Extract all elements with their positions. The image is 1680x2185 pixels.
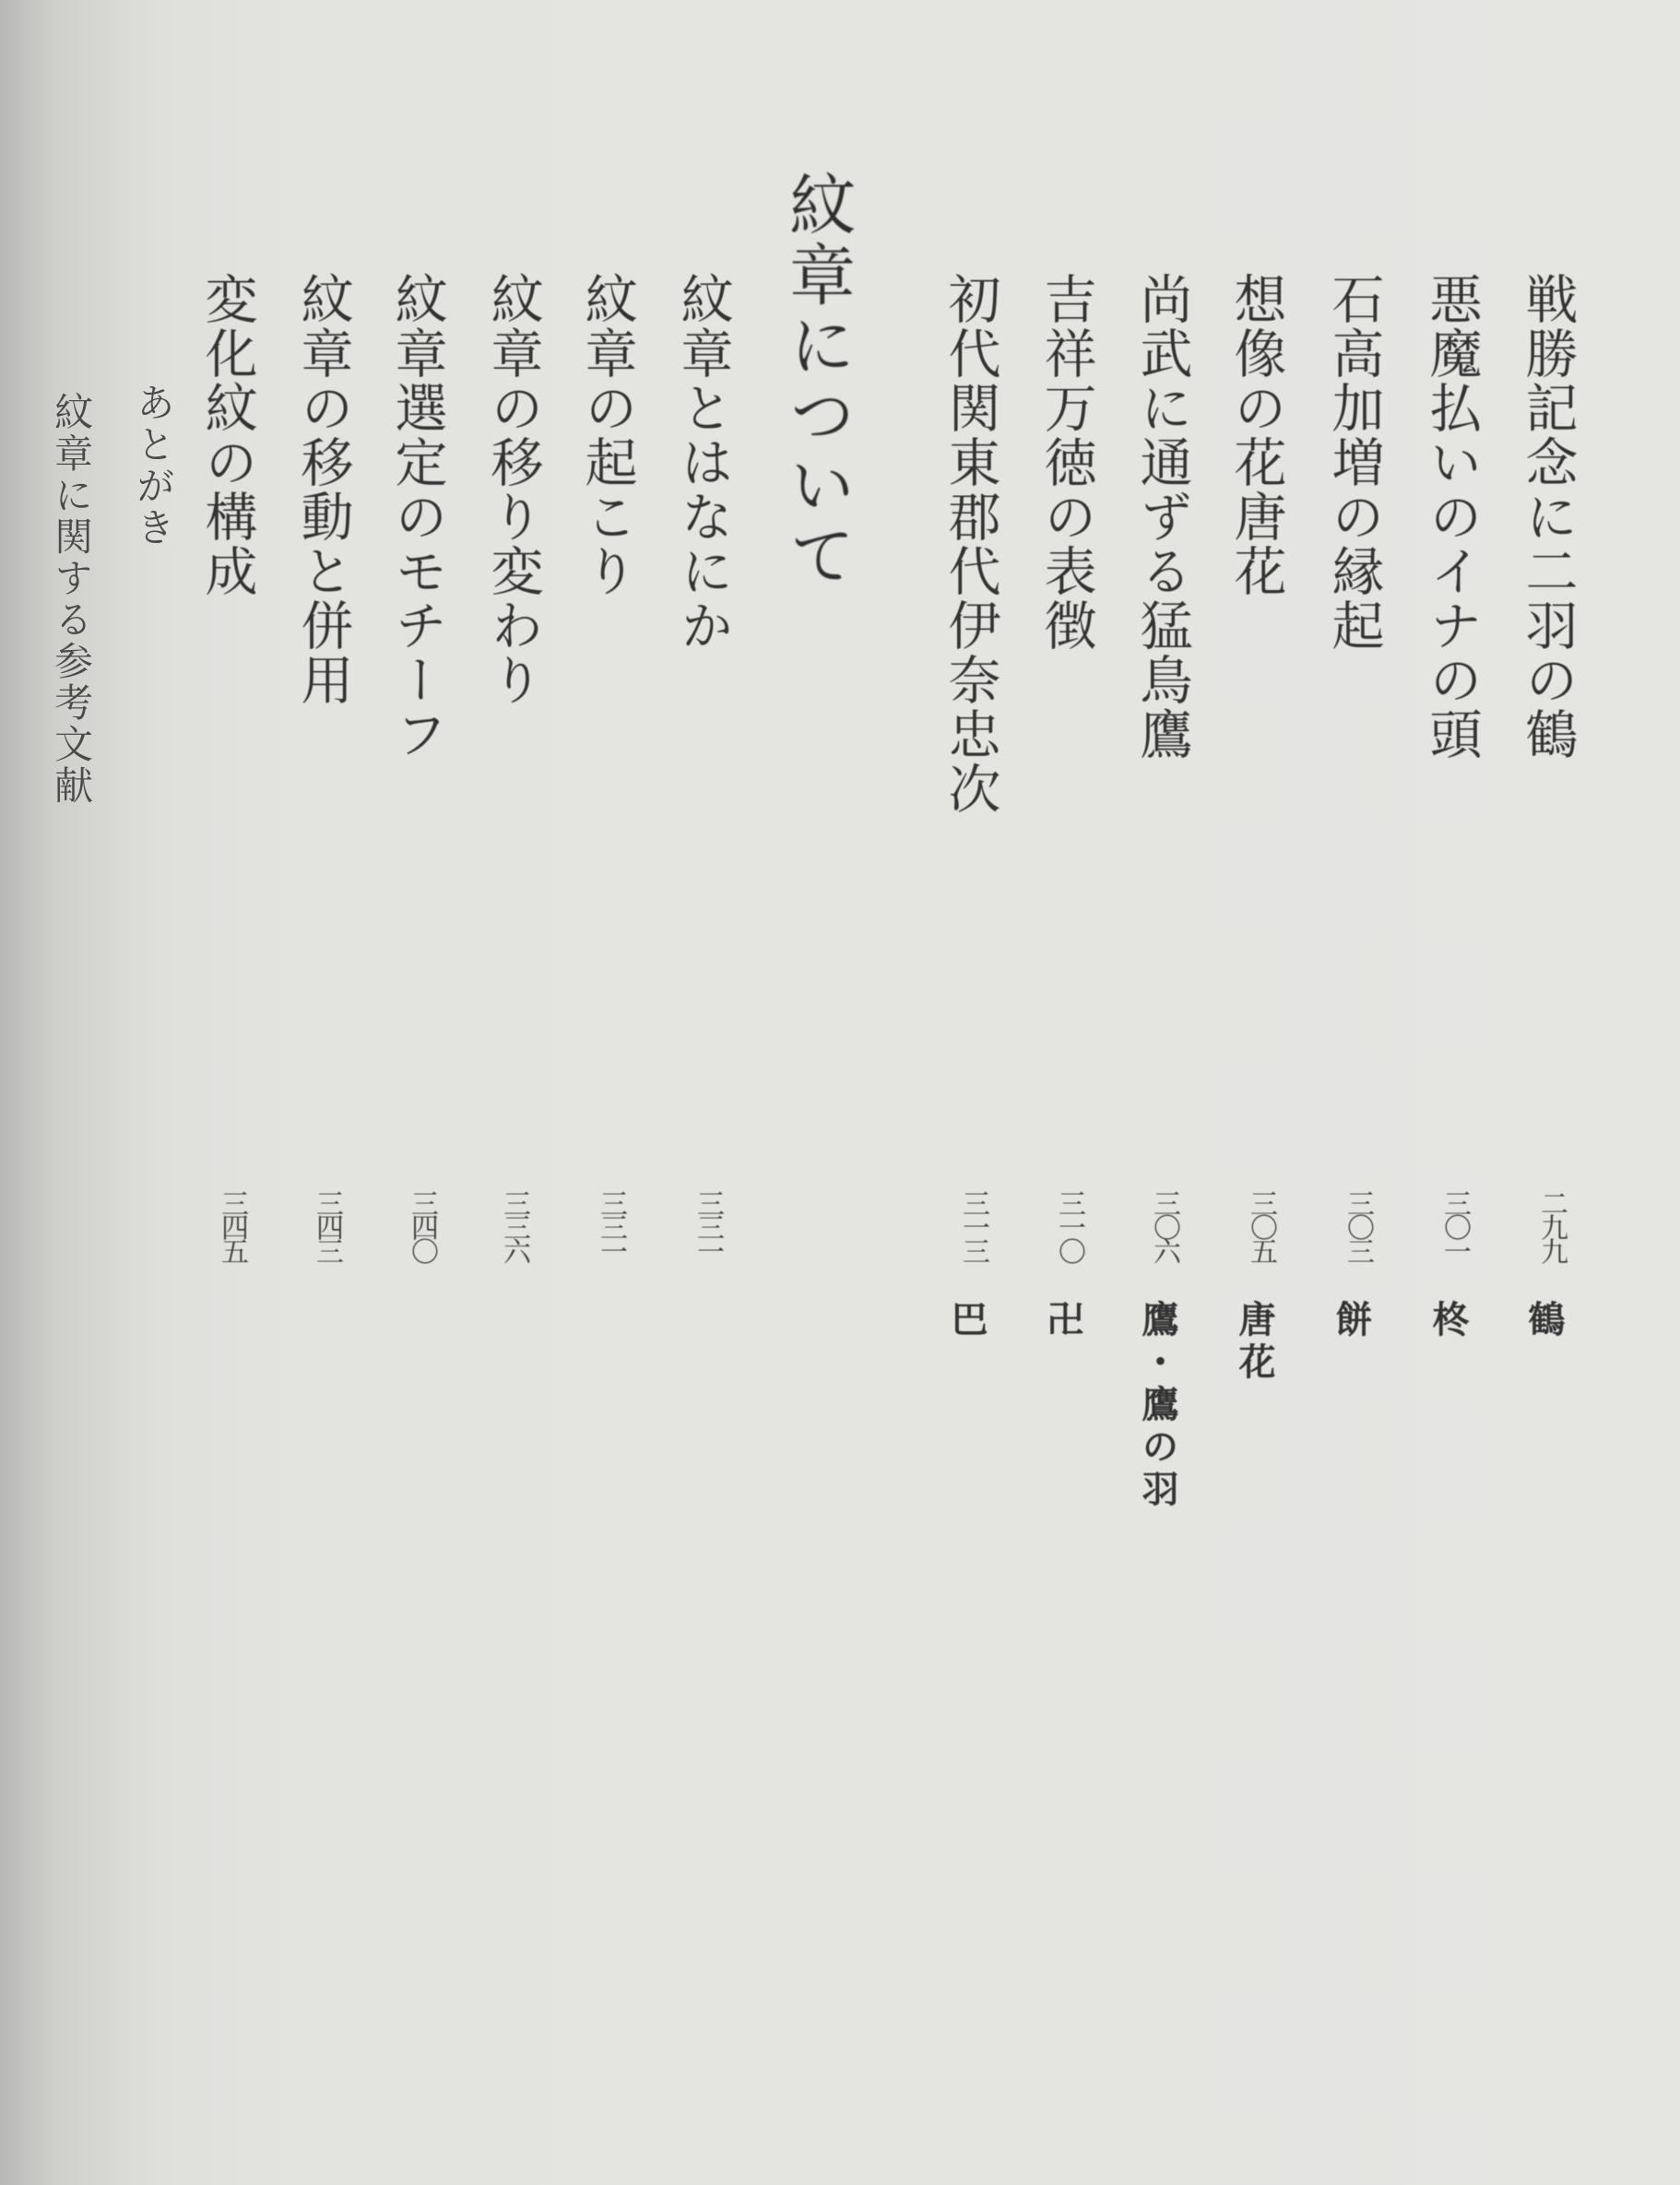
- toc-entry-crest-name: 鶴: [1522, 1300, 1566, 1342]
- toc-entry-crest-name: 餅: [1330, 1300, 1373, 1342]
- toc-entry-crest-name: 柊: [1426, 1300, 1470, 1342]
- toc-section-entry-page-number: 三三六: [498, 1189, 530, 1261]
- toc-section-entry-title: 変化紋の構成: [196, 272, 257, 598]
- toc-section-entry-page-number: 三三一: [692, 1189, 724, 1261]
- toc-section-entry-title: 紋章の移動と併用: [292, 272, 353, 707]
- toc-section-entry-title: 紋章選定のモチーフ: [386, 272, 447, 762]
- toc-entry-page-number: 三一三: [957, 1189, 989, 1261]
- toc-section-entry-page-number: 三四〇: [406, 1189, 438, 1261]
- toc-section-entry-title: 紋章とはなにか: [672, 272, 733, 653]
- toc-entry-title: 吉祥万徳の表徴: [1035, 272, 1096, 653]
- toc-entry-page-number: 三〇五: [1245, 1189, 1277, 1261]
- toc-entry-crest-name: 巴: [945, 1300, 988, 1342]
- toc-section-entry-title: 紋章の起こり: [576, 272, 637, 598]
- toc-entry-page-number: 三一〇: [1053, 1189, 1085, 1261]
- toc-appendix-references: 紋章に関する参考文献: [49, 392, 94, 807]
- toc-section-entry-title: 紋章の移り変わり: [482, 272, 543, 707]
- toc-entry-page-number: 三〇三: [1342, 1189, 1374, 1261]
- toc-entry-title: 悪魔払いのイナの頭: [1421, 272, 1482, 762]
- toc-appendix-afterword: あとがき: [131, 383, 176, 549]
- toc-entry-title: 尚武に通ずる猛鳥鷹: [1131, 272, 1192, 762]
- toc-section-entry-page-number: 三三一: [595, 1189, 627, 1261]
- toc-entry-crest-name: 卍: [1041, 1300, 1084, 1342]
- toc-entry-crest-name: 鷹・鷹の羽: [1136, 1300, 1179, 1512]
- section-heading: 紋章について: [778, 171, 856, 591]
- toc-section-entry-page-number: 三四五: [216, 1189, 248, 1261]
- toc-entry-title: 石高加増の縁起: [1323, 272, 1384, 653]
- toc-entry-title: 初代関東郡代伊奈忠次: [940, 272, 1000, 816]
- toc-entry-page-number: 二九九: [1535, 1189, 1568, 1261]
- toc-entry-page-number: 三〇一: [1438, 1189, 1471, 1261]
- toc-entry-page-number: 三〇六: [1148, 1189, 1180, 1261]
- toc-entry-crest-name: 唐花: [1233, 1300, 1276, 1385]
- toc-entry-title: 想像の花唐花: [1225, 272, 1286, 598]
- toc-section-entry-page-number: 三四三: [311, 1189, 343, 1261]
- toc-entry-title: 戦勝記念に二羽の鶴: [1517, 272, 1578, 762]
